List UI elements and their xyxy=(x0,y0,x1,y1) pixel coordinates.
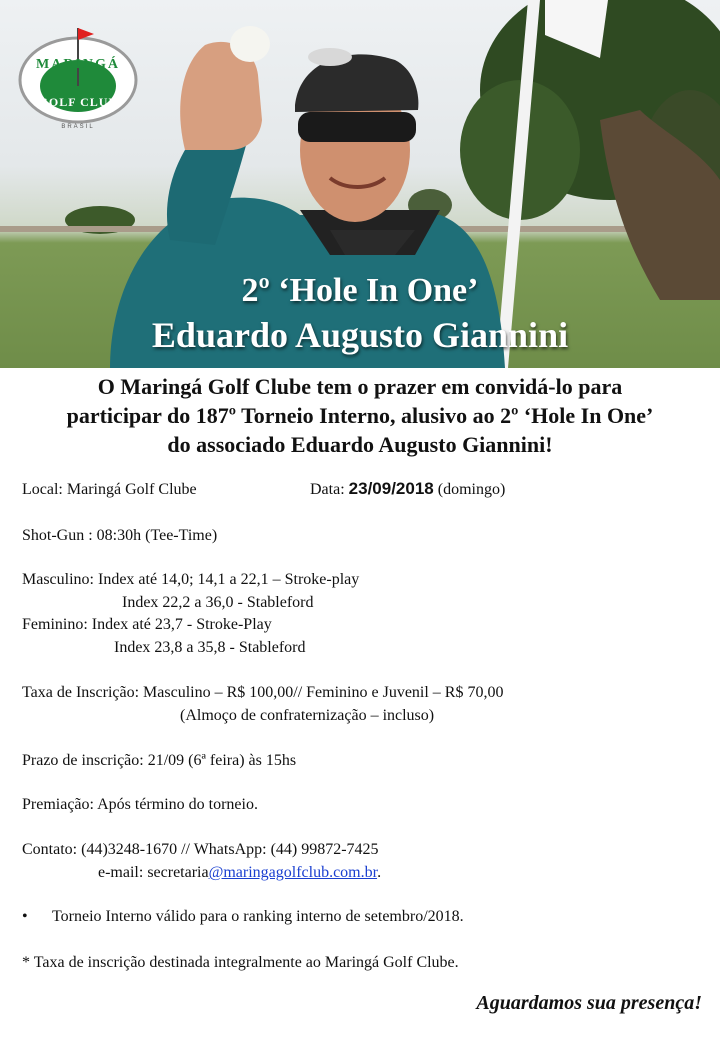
local-text: Local: Maringá Golf Clube xyxy=(22,481,197,498)
intro-line: participar do 187º Torneio Interno, alusivo ao 2º ‘Hole In One’ xyxy=(66,403,654,428)
email-end: . xyxy=(377,864,382,881)
footnote-text: * Taxa de inscrição destinada integralmente ao Maringá Golf Clube. xyxy=(22,954,459,971)
date-day: (domingo) xyxy=(437,481,506,498)
premiacao-text: Premiação: Após término do torneio. xyxy=(22,796,258,813)
hero-photo xyxy=(0,0,720,368)
date-line xyxy=(310,479,505,499)
bullet-icon: • xyxy=(22,908,28,925)
taxa-text: Taxa de Inscrição: Masculino – R$ 100,00// Feminino e Juvenil – R$ 70,00 xyxy=(22,684,504,701)
logo-name-bottom: GOLF CLUB xyxy=(38,95,118,109)
invitation-intro xyxy=(0,372,720,459)
feminino-line1: Feminino: Index até 23,7 - Stroke-Play xyxy=(22,616,272,633)
golf-ball xyxy=(230,26,270,62)
logo-emblem xyxy=(16,22,140,132)
logo-country: BRASIL xyxy=(61,124,95,130)
cap xyxy=(295,54,418,112)
feminino-line2: Index 23,8 a 35,8 - Stableford xyxy=(114,639,306,656)
date-label: Data: xyxy=(310,481,345,498)
shotgun-text: Shot-Gun : 08:30h (Tee-Time) xyxy=(22,527,218,544)
masculino-line2: Index 22,2 a 36,0 - Stableford xyxy=(122,594,314,611)
logo-name-top: MARINGÁ xyxy=(36,57,120,72)
prazo-text: Prazo de inscrição: 21/09 (6ª feira) às 15hs xyxy=(22,752,297,769)
email-line xyxy=(98,864,381,882)
date-value: 23/09/2018 xyxy=(348,479,434,498)
intro-line: O Maringá Golf Clube tem o prazer em convidá-lo para xyxy=(97,374,623,399)
hero-title-line1: 2º ‘Hole In One’ xyxy=(241,272,479,309)
masculino-line1: Masculino: Index até 14,0; 14,1 a 22,1 – Stroke-play xyxy=(22,571,360,588)
sunglasses xyxy=(298,112,416,142)
taxa-note: (Almoço de confraternização – incluso) xyxy=(180,707,435,724)
ranking-text: Torneio Interno válido para o ranking interno de setembro/2018. xyxy=(52,908,464,925)
closing-text: Aguardamos sua presença! xyxy=(476,992,702,1014)
hero-title-line2: Eduardo Augusto Giannini xyxy=(151,315,569,355)
contato-text: Contato: (44)3248-1670 // WhatsApp: (44) 99872-7425 xyxy=(22,841,379,858)
email-label: e-mail: secretaria xyxy=(98,864,209,881)
intro-line: do associado Eduardo Augusto Giannini! xyxy=(167,432,553,457)
email-link[interactable]: @maringagolfclub.com.br xyxy=(208,864,378,881)
